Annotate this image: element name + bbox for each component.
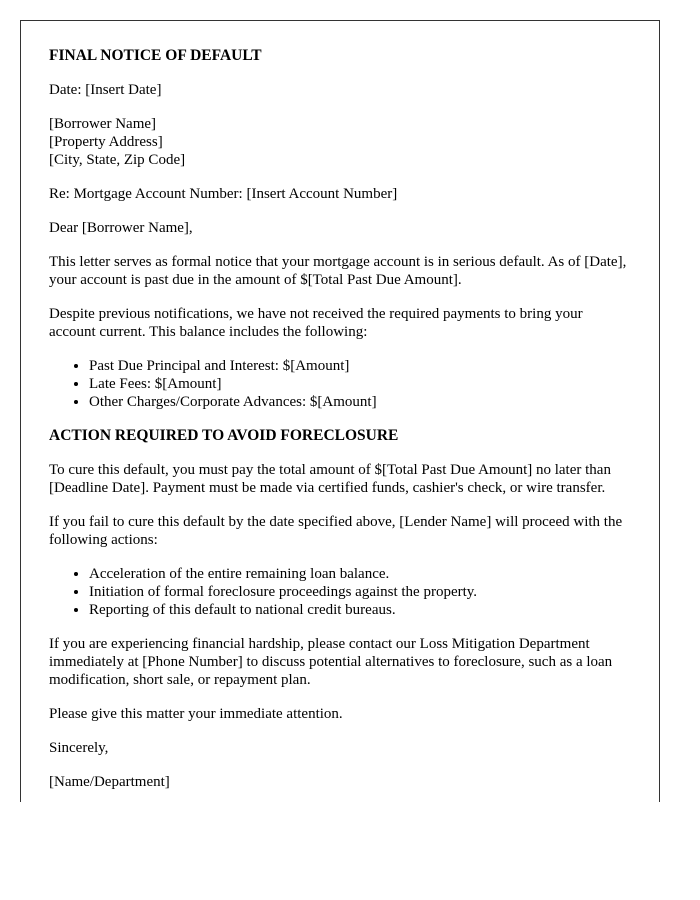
list-item: • Acceleration of the entire remaining loan balance.	[89, 565, 631, 583]
letter-content	[21, 21, 659, 791]
paragraph-notice: This letter serves as formal notice that your mortgage account is in serious default. As of [Date], your account is past due in the amount of $[Total Past Due Amount].	[49, 254, 627, 288]
paragraph-cure: To cure this default, you must pay the total amount of $[Total Past Due Amount] no later than [Deadline Date]. Payment must be made via certified funds, cashier's check, or wire transfer.	[49, 462, 611, 496]
list-item: • Other Charges/Corporate Advances: $[Amount]	[89, 393, 631, 411]
paragraph-attention: Please give this matter your immediate attention.	[49, 706, 343, 722]
list-item: • Past Due Principal and Interest: $[Amount]	[89, 357, 631, 375]
city-state-zip: [City, State, Zip Code]	[49, 152, 186, 168]
paragraph-consequences: If you fail to cure this default by the date specified above, [Lender Name] will proceed with the following actions:	[49, 514, 623, 548]
recipient-address	[49, 115, 631, 169]
date-line: Date: [Insert Date]	[49, 82, 162, 98]
letter-page	[20, 20, 660, 802]
list-item: • Initiation of formal foreclosure proceedings against the property.	[89, 583, 631, 601]
re-line: Re: Mortgage Account Number: [Insert Account Number]	[49, 186, 398, 202]
section-heading: ACTION REQUIRED TO AVOID FORECLOSURE	[49, 427, 399, 444]
list-item: • Late Fees: $[Amount]	[89, 375, 631, 393]
list-item: • Reporting of this default to national credit bureaus.	[89, 601, 631, 619]
borrower-name: [Borrower Name]	[49, 116, 157, 132]
salutation: Dear [Borrower Name],	[49, 220, 193, 236]
letter-title: FINAL NOTICE OF DEFAULT	[49, 47, 262, 64]
action-list	[49, 565, 631, 619]
property-address: [Property Address]	[49, 134, 163, 150]
balance-list	[49, 357, 631, 411]
paragraph-hardship: If you are experiencing financial hardship, please contact our Loss Mitigation Department immediately at [Phone Number] to discuss potential alternatives to foreclosure, such as a loan modification, short sale, or repayment plan.	[49, 636, 613, 688]
closing: Sincerely,	[49, 740, 109, 756]
signature: [Name/Department]	[49, 774, 170, 790]
paragraph-balance: Despite previous notifications, we have not received the required payments to bring your account current. This balance includes the following:	[49, 306, 583, 340]
